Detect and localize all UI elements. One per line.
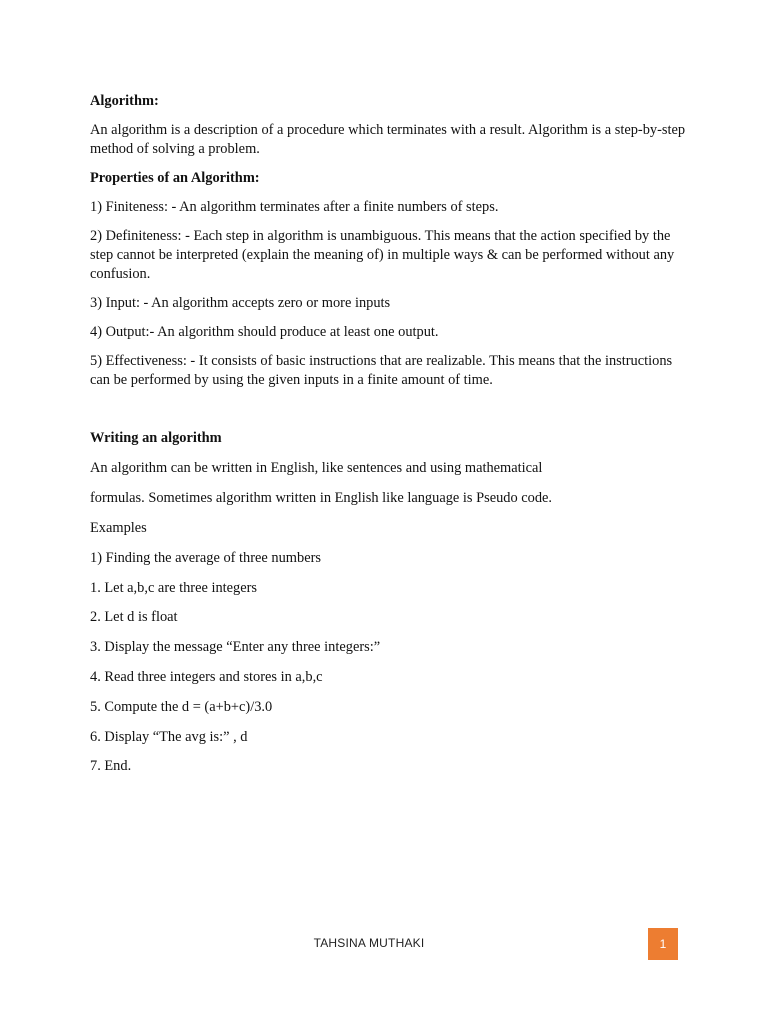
page-number-badge: 1 [648, 928, 678, 960]
example-title: 1) Finding the average of three numbers [90, 550, 321, 566]
heading-properties: Properties of an Algorithm: [90, 170, 260, 186]
examples-label: Examples [90, 520, 147, 536]
property-input: 3) Input: - An algorithm accepts zero or more inputs [90, 295, 391, 311]
footer-author: TAHSINA MUTHAKI [313, 936, 425, 950]
step-3: 3. Display the message “Enter any three integers:” [90, 639, 381, 655]
heading-algorithm: Algorithm: [90, 93, 159, 109]
writing-line-2: formulas. Sometimes algorithm written in English like language is Pseudo code. [90, 490, 553, 506]
step-2: 2. Let d is float [90, 609, 178, 625]
step-4: 4. Read three integers and stores in a,b,c [90, 669, 323, 685]
step-1: 1. Let a,b,c are three integers [90, 580, 258, 596]
heading-writing: Writing an algorithm [90, 430, 222, 446]
step-5: 5. Compute the d = (a+b+c)/3.0 [90, 699, 273, 715]
document-body [90, 92, 690, 776]
property-finiteness: 1) Finiteness: - An algorithm terminates after a finite numbers of steps. [90, 199, 499, 215]
definition-paragraph: An algorithm is a description of a procedure which terminates with a result. Algorithm is a step-by-step method of solving a problem. [90, 122, 686, 157]
property-output: 4) Output:- An algorithm should produce at least one output. [90, 324, 439, 340]
writing-line-1: An algorithm can be written in English, like sentences and using mathematical [90, 460, 543, 476]
property-effectiveness: 5) Effectiveness: - It consists of basic instructions that are realizable. This means that the instructions can be performed by using the given inputs in a finite amount of time. [90, 353, 673, 388]
property-definiteness: 2) Definiteness: - Each step in algorithm is unambiguous. This means that the action specified by the step cannot be interpreted (explain the meaning of) in multiple ways & can be performed without any confusion. [90, 228, 675, 282]
step-7: 7. End. [90, 758, 132, 774]
step-6: 6. Display “The avg is:” , d [90, 729, 248, 745]
